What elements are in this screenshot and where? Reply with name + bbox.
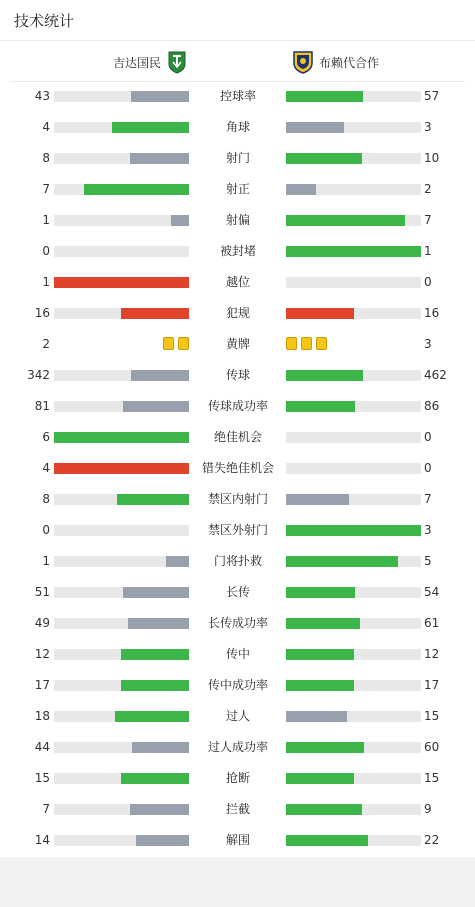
away-bar-fill xyxy=(286,804,362,815)
away-bar-fill xyxy=(286,742,364,753)
home-bar-fill xyxy=(132,742,189,753)
home-bar-track xyxy=(54,711,189,722)
away-bar-track xyxy=(286,711,421,722)
away-team-name: 布赖代合作 xyxy=(319,55,380,70)
stat-label: 传球 xyxy=(225,368,250,382)
home-stat-value: 49 xyxy=(34,616,50,630)
home-bar-track xyxy=(54,556,189,567)
header-divider xyxy=(0,40,475,41)
away-stat-value: 61 xyxy=(424,616,440,630)
section-title: 技术统计 xyxy=(14,12,75,30)
stat-row xyxy=(0,732,475,763)
away-bar-track xyxy=(286,215,421,226)
home-bar-fill xyxy=(117,494,189,505)
home-team-name: 吉达国民 xyxy=(113,55,162,70)
home-bar-fill xyxy=(54,277,189,288)
stat-label: 传球成功率 xyxy=(207,399,268,413)
home-bar-track xyxy=(54,525,189,536)
away-stat-value: 57 xyxy=(424,89,440,103)
home-bar-fill xyxy=(121,680,189,691)
away-bar-track xyxy=(286,277,421,288)
away-bar-track xyxy=(286,494,421,505)
stat-label: 长传 xyxy=(225,585,250,599)
away-bar-fill xyxy=(286,494,349,505)
stat-label: 过人成功率 xyxy=(207,740,268,754)
away-stat-value: 12 xyxy=(424,647,440,661)
stat-label: 长传成功率 xyxy=(207,616,268,630)
home-bar-fill xyxy=(54,463,189,474)
home-stat-value: 81 xyxy=(34,399,50,413)
home-stat-value: 2 xyxy=(42,337,50,351)
away-bar-track xyxy=(286,370,421,381)
away-stat-value: 15 xyxy=(424,709,440,723)
al-taawoun-badge-icon xyxy=(293,50,313,74)
away-bar-fill xyxy=(286,556,398,567)
yellow-card-icon xyxy=(286,337,297,350)
stat-row xyxy=(0,422,475,453)
stat-label: 角球 xyxy=(225,120,250,134)
home-bar-fill xyxy=(171,215,189,226)
away-bar-track xyxy=(286,680,421,691)
away-stat-value: 0 xyxy=(424,430,432,444)
stat-row xyxy=(0,825,475,856)
home-bar-track xyxy=(54,308,189,319)
stat-label: 控球率 xyxy=(219,89,256,103)
stat-label: 拦截 xyxy=(225,802,250,816)
away-team[interactable] xyxy=(293,50,379,74)
away-bar-track xyxy=(286,308,421,319)
away-bar-track xyxy=(286,525,421,536)
stat-label: 黄牌 xyxy=(225,337,250,351)
away-bar-fill xyxy=(286,246,421,257)
stat-label: 过人 xyxy=(225,709,250,723)
stat-row xyxy=(0,174,475,205)
away-bar-track xyxy=(286,401,421,412)
home-bar-fill xyxy=(131,370,189,381)
home-stat-value: 0 xyxy=(42,523,50,537)
home-bar-track xyxy=(54,618,189,629)
home-bar-fill xyxy=(131,91,189,102)
home-bar-fill xyxy=(112,122,189,133)
home-bar-fill xyxy=(130,804,189,815)
home-bar-track xyxy=(54,773,189,784)
away-stat-value: 1 xyxy=(424,244,432,258)
stat-row xyxy=(0,515,475,546)
home-bar-fill xyxy=(123,401,189,412)
away-bar-fill xyxy=(286,587,355,598)
away-stat-value: 9 xyxy=(424,802,432,816)
away-yellow-cards xyxy=(286,337,327,351)
away-stat-value: 17 xyxy=(424,678,440,692)
stat-row xyxy=(0,670,475,701)
away-bar-track xyxy=(286,246,421,257)
home-bar-track xyxy=(54,649,189,660)
stat-label: 禁区外射门 xyxy=(207,523,268,537)
away-bar-fill xyxy=(286,184,316,195)
away-bar-fill xyxy=(286,401,355,412)
home-bar-fill xyxy=(166,556,189,567)
yellow-card-icon xyxy=(316,337,327,350)
home-bar-track xyxy=(54,184,189,195)
stat-label: 传中 xyxy=(225,647,250,661)
away-bar-fill xyxy=(286,680,354,691)
away-bar-track xyxy=(286,153,421,164)
home-bar-fill xyxy=(130,153,189,164)
away-stat-value: 7 xyxy=(424,492,432,506)
home-bar-fill xyxy=(123,587,189,598)
stat-row xyxy=(0,701,475,732)
home-stat-value: 15 xyxy=(34,771,50,785)
stat-label: 解围 xyxy=(225,833,250,847)
home-bar-track xyxy=(54,91,189,102)
home-bar-fill xyxy=(128,618,189,629)
stat-label: 门将扑救 xyxy=(213,554,262,568)
home-stat-value: 342 xyxy=(27,368,50,382)
home-stat-value: 4 xyxy=(42,120,50,134)
away-bar-track xyxy=(286,432,421,443)
home-bar-track xyxy=(54,804,189,815)
home-stat-value: 4 xyxy=(42,461,50,475)
home-stat-value: 51 xyxy=(34,585,50,599)
away-stat-value: 15 xyxy=(424,771,440,785)
stat-row xyxy=(0,205,475,236)
stat-label: 犯规 xyxy=(225,306,250,320)
stat-label: 射门 xyxy=(225,151,250,165)
away-bar-fill xyxy=(286,525,421,536)
home-bar-track xyxy=(54,432,189,443)
home-bar-fill xyxy=(115,711,189,722)
stat-label: 禁区内射门 xyxy=(207,492,268,506)
away-bar-fill xyxy=(286,91,363,102)
stat-row xyxy=(0,763,475,794)
home-bar-track xyxy=(54,742,189,753)
stat-row xyxy=(0,236,475,267)
yellow-card-icon xyxy=(178,337,189,350)
away-stat-value: 10 xyxy=(424,151,440,165)
away-stat-value: 7 xyxy=(424,213,432,227)
stat-row xyxy=(0,546,475,577)
away-stat-value: 0 xyxy=(424,461,432,475)
away-bar-fill xyxy=(286,835,368,846)
away-bar-fill xyxy=(286,153,362,164)
home-stat-value: 12 xyxy=(34,647,50,661)
home-bar-track xyxy=(54,463,189,474)
away-bar-track xyxy=(286,835,421,846)
away-bar-track xyxy=(286,618,421,629)
home-bar-fill xyxy=(121,649,189,660)
stat-row xyxy=(0,608,475,639)
away-bar-track xyxy=(286,184,421,195)
stat-label: 被封堵 xyxy=(219,244,256,258)
stat-row xyxy=(0,329,475,360)
home-bar-track xyxy=(54,153,189,164)
away-bar-fill xyxy=(286,122,344,133)
home-bar-track xyxy=(54,401,189,412)
away-bar-fill xyxy=(286,618,360,629)
away-stat-value: 3 xyxy=(424,120,432,134)
away-stat-value: 462 xyxy=(424,368,447,382)
home-stat-value: 16 xyxy=(34,306,50,320)
home-bar-fill xyxy=(136,835,189,846)
stat-row xyxy=(0,639,475,670)
home-bar-fill xyxy=(121,773,189,784)
stat-row xyxy=(0,360,475,391)
home-bar-track xyxy=(54,122,189,133)
home-bar-track xyxy=(54,246,189,257)
away-bar-fill xyxy=(286,649,354,660)
away-bar-track xyxy=(286,556,421,567)
home-bar-fill xyxy=(84,184,189,195)
away-stat-value: 5 xyxy=(424,554,432,568)
stat-label: 射偏 xyxy=(225,213,250,227)
home-stat-value: 1 xyxy=(42,554,50,568)
stat-label: 绝佳机会 xyxy=(213,430,262,444)
home-stat-value: 6 xyxy=(42,430,50,444)
home-bar-fill xyxy=(121,308,189,319)
away-bar-track xyxy=(286,804,421,815)
stat-label: 错失绝佳机会 xyxy=(201,461,274,475)
home-bar-track xyxy=(54,680,189,691)
home-bar-track xyxy=(54,370,189,381)
away-stat-value: 22 xyxy=(424,833,440,847)
stat-row xyxy=(0,81,475,112)
away-bar-track xyxy=(286,91,421,102)
away-bar-track xyxy=(286,649,421,660)
home-stat-value: 44 xyxy=(34,740,50,754)
away-bar-track xyxy=(286,122,421,133)
home-stat-value: 7 xyxy=(42,182,50,196)
home-stat-value: 1 xyxy=(42,213,50,227)
home-bar-track xyxy=(54,835,189,846)
away-bar-fill xyxy=(286,370,363,381)
stat-label: 射正 xyxy=(225,182,250,196)
home-stat-value: 43 xyxy=(34,89,50,103)
away-stat-value: 2 xyxy=(424,182,432,196)
away-stat-value: 86 xyxy=(424,399,440,413)
away-stat-value: 3 xyxy=(424,337,432,351)
stat-row xyxy=(0,794,475,825)
al-ahli-saudi-badge-icon xyxy=(167,50,187,74)
home-bar-track xyxy=(54,494,189,505)
home-team[interactable] xyxy=(113,50,187,74)
away-bar-fill xyxy=(286,711,347,722)
stat-row xyxy=(0,391,475,422)
yellow-card-icon xyxy=(163,337,174,350)
home-stat-value: 8 xyxy=(42,151,50,165)
home-bar-track xyxy=(54,277,189,288)
away-bar-track xyxy=(286,773,421,784)
away-stat-value: 16 xyxy=(424,306,440,320)
home-stat-value: 14 xyxy=(34,833,50,847)
stat-row xyxy=(0,112,475,143)
home-stat-value: 1 xyxy=(42,275,50,289)
away-stat-value: 60 xyxy=(424,740,440,754)
stat-label: 越位 xyxy=(225,275,250,289)
yellow-card-icon xyxy=(301,337,312,350)
home-stat-value: 0 xyxy=(42,244,50,258)
stat-label: 抢断 xyxy=(225,771,250,785)
away-bar-track xyxy=(286,463,421,474)
away-bar-track xyxy=(286,587,421,598)
stat-label: 传中成功率 xyxy=(207,678,268,692)
away-bar-fill xyxy=(286,308,354,319)
stat-row xyxy=(0,577,475,608)
home-yellow-cards xyxy=(163,337,189,351)
away-bar-fill xyxy=(286,215,405,226)
stat-row xyxy=(0,143,475,174)
home-stat-value: 8 xyxy=(42,492,50,506)
stat-row xyxy=(0,484,475,515)
stat-row xyxy=(0,298,475,329)
home-stat-value: 18 xyxy=(34,709,50,723)
home-bar-track xyxy=(54,587,189,598)
away-bar-fill xyxy=(286,773,354,784)
home-bar-fill xyxy=(54,432,189,443)
stat-row xyxy=(0,453,475,484)
away-stat-value: 0 xyxy=(424,275,432,289)
home-stat-value: 7 xyxy=(42,802,50,816)
away-bar-track xyxy=(286,742,421,753)
home-bar-track xyxy=(54,215,189,226)
home-stat-value: 17 xyxy=(34,678,50,692)
away-stat-value: 54 xyxy=(424,585,440,599)
stat-row xyxy=(0,267,475,298)
away-stat-value: 3 xyxy=(424,523,432,537)
